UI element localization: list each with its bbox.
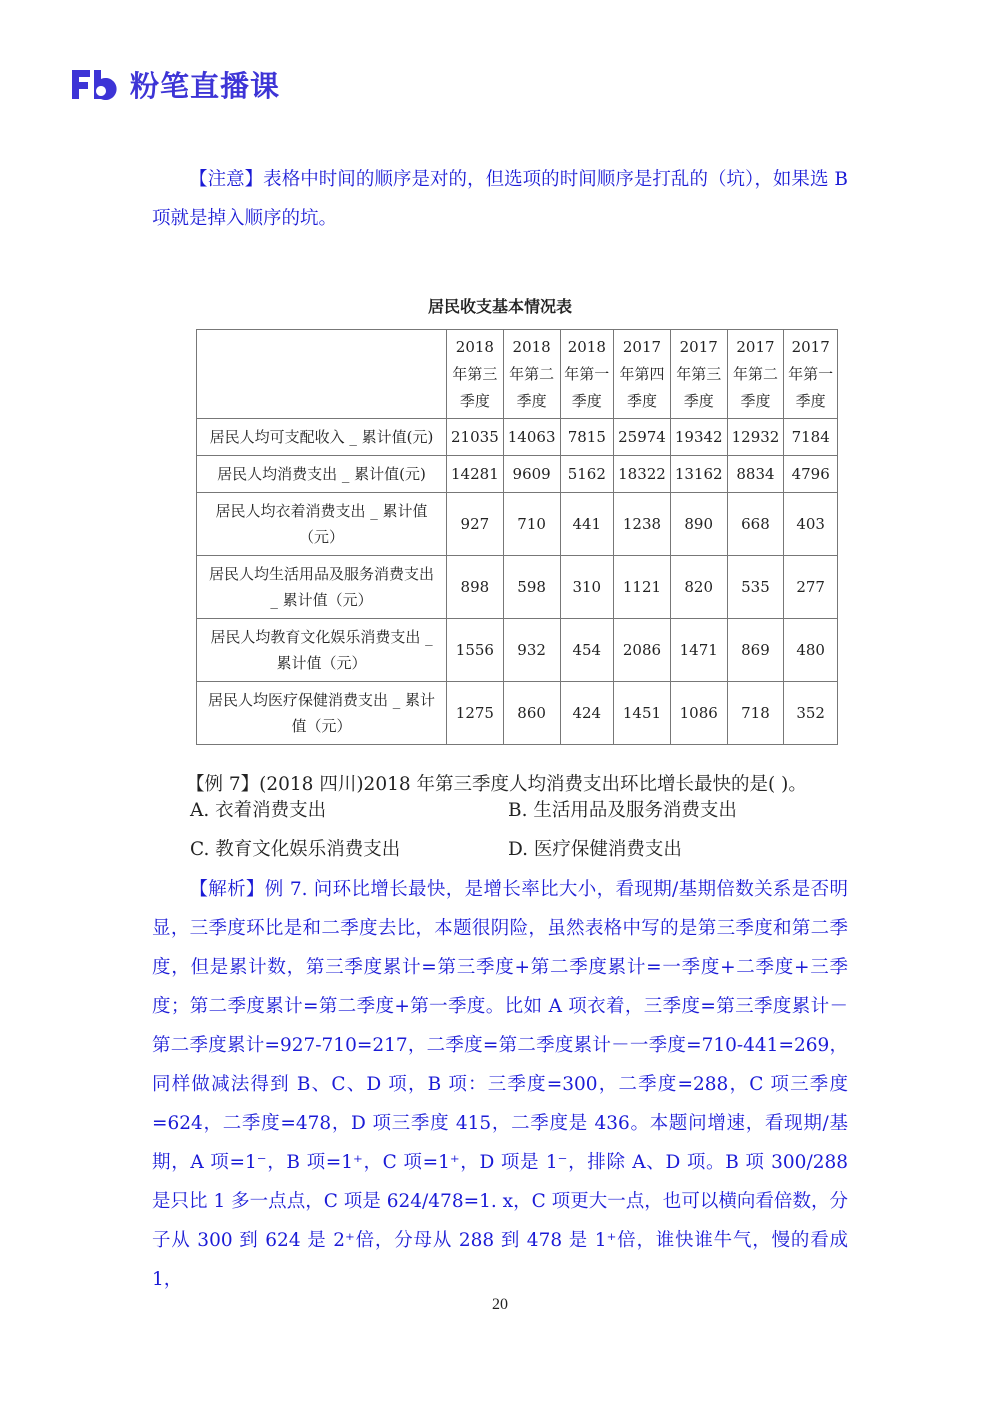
row-label: 居民人均教育文化娱乐消费支出 _ 累计值（元） [197, 619, 447, 682]
column-header: 2017 年第三 季度 [670, 330, 727, 419]
income-expenditure-table [196, 329, 838, 745]
example-text: (2018 四川)2018 年第三季度人均消费支出环比增长最快的是( )。 [259, 774, 807, 795]
table-cell: 5162 [560, 456, 614, 493]
fenbi-logo-icon [70, 66, 122, 102]
option-d: D. 医疗保健消费支出 [508, 839, 682, 860]
table-cell: 1238 [614, 493, 671, 556]
table-cell: 4796 [784, 456, 838, 493]
table-cell: 18322 [614, 456, 671, 493]
table-cell: 14281 [447, 456, 504, 493]
note-paragraph [152, 160, 848, 238]
table-cell: 8834 [727, 456, 784, 493]
logo-text: 粉笔直播课 [130, 68, 281, 103]
table-row [197, 682, 838, 745]
analysis-paragraph [152, 870, 848, 1299]
table-cell: 310 [560, 556, 614, 619]
table-title: 居民收支基本情况表 [427, 297, 572, 316]
option-a: A. 衣着消费支出 [190, 800, 327, 821]
table-row [197, 556, 838, 619]
table-header-row [197, 330, 838, 419]
example-question [186, 770, 807, 796]
row-label: 居民人均医疗保健消费支出 _ 累计值（元） [197, 682, 447, 745]
table-row [197, 619, 838, 682]
table-cell: 598 [503, 556, 560, 619]
table-cell: 710 [503, 493, 560, 556]
table-cell: 12932 [727, 419, 784, 456]
column-header: 2018 年第一 季度 [560, 330, 614, 419]
column-header: 2017 年第四 季度 [614, 330, 671, 419]
table-cell: 19342 [670, 419, 727, 456]
table-cell: 1121 [614, 556, 671, 619]
table-cell: 890 [670, 493, 727, 556]
option-c: C. 教育文化娱乐消费支出 [190, 839, 401, 860]
table-cell: 454 [560, 619, 614, 682]
analysis-label: 【解析】 [189, 879, 265, 900]
table-cell: 9609 [503, 456, 560, 493]
table-cell: 13162 [670, 456, 727, 493]
table-row [197, 456, 838, 493]
table-cell: 535 [727, 556, 784, 619]
table-cell: 860 [503, 682, 560, 745]
table-cell: 1451 [614, 682, 671, 745]
column-header: 2018 年第二 季度 [503, 330, 560, 419]
table-cell: 7184 [784, 419, 838, 456]
note-label: 【注意】 [189, 169, 264, 190]
table-cell: 480 [784, 619, 838, 682]
table-cell: 869 [727, 619, 784, 682]
table-cell: 718 [727, 682, 784, 745]
table-cell: 441 [560, 493, 614, 556]
row-label: 居民人均衣着消费支出 _ 累计值（元） [197, 493, 447, 556]
table-cell: 1556 [447, 619, 504, 682]
table-cell: 927 [447, 493, 504, 556]
table-cell: 7815 [560, 419, 614, 456]
row-label: 居民人均消费支出 _ 累计值(元) [197, 456, 447, 493]
table-cell: 1275 [447, 682, 504, 745]
table-cell: 820 [670, 556, 727, 619]
column-header: 2017 年第一 季度 [784, 330, 838, 419]
table-cell: 2086 [614, 619, 671, 682]
table-cell: 14063 [503, 419, 560, 456]
note-text: 表格中时间的顺序是对的，但选项的时间顺序是打乱的（坑），如果选 B 项就是掉入顺序的坑。 [152, 169, 848, 229]
table-cell: 21035 [447, 419, 504, 456]
table-row [197, 419, 838, 456]
row-label: 居民人均可支配收入 _ 累计值(元) [197, 419, 447, 456]
table-cell: 25974 [614, 419, 671, 456]
table-corner-cell [197, 330, 447, 419]
table-row [197, 493, 838, 556]
table-cell: 1471 [670, 619, 727, 682]
option-b: B. 生活用品及服务消费支出 [508, 800, 737, 821]
table-cell: 668 [727, 493, 784, 556]
table-cell: 277 [784, 556, 838, 619]
row-label: 居民人均生活用品及服务消费支出 _ 累计值（元） [197, 556, 447, 619]
header-logo [70, 64, 280, 104]
table-cell: 898 [447, 556, 504, 619]
table-cell: 932 [503, 619, 560, 682]
table-cell: 352 [784, 682, 838, 745]
column-header: 2018 年第三 季度 [447, 330, 504, 419]
page-number: 20 [492, 1296, 508, 1313]
table-cell: 403 [784, 493, 838, 556]
column-header: 2017 年第二 季度 [727, 330, 784, 419]
analysis-text: 例 7. 问环比增长最快，是增长率比大小，看现期/基期倍数关系是否明显，三季度环比是和二季度去比，本题很阴险，虽然表格中写的是第三季度和第二季度，但是累计数，第三季度累计=第三季度+第二季度累计=一季度+二季度+三季度；第二季度累计=第二季度+第一季度。比如 A 项衣着，三季度=第三季度累计－第二季度累计=927-710=217，二季度=第二季度累计－一季度=710-441=269，同样做减法得到 B、C、D 项，B 项：三季度=300，二季度=288，C 项三季度=624，二季度=478，D 项三季度 415，二季度是 436。本题问增速，看现期/基期，A 项=1⁻，B 项=1⁺，C 项=1⁺，D 项是 1⁻，排除 A、D 项。B 项 300/288 是只比 1 多一点点，C 项是 624/478=1. x，C 项更大一点，也可以横向看倍数，分子从 300 到 624 是 2⁺倍，分母从 288 到 478 是 1⁺倍，谁快谁牛气，慢的看成 1， [152, 879, 848, 1290]
table-cell: 1086 [670, 682, 727, 745]
table-cell: 424 [560, 682, 614, 745]
example-label: 【例 7】 [186, 774, 260, 795]
